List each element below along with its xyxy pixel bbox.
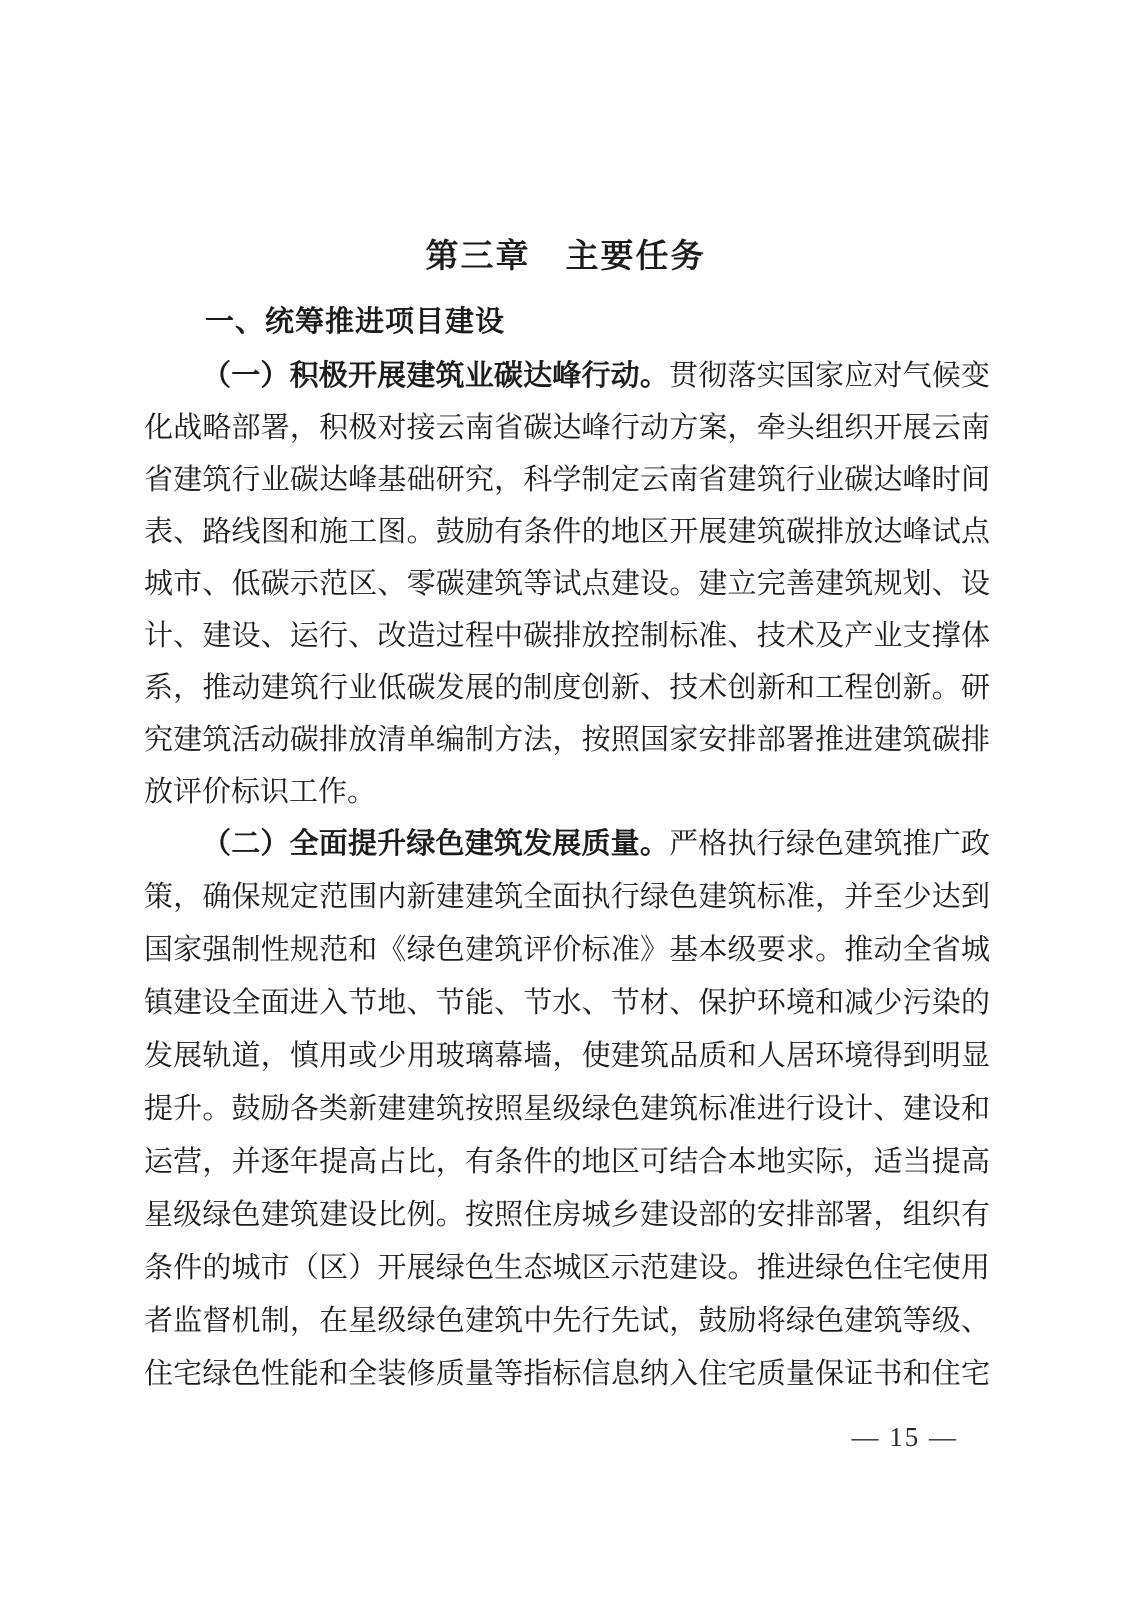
paragraph-2-lead: （二）全面提升绿色建筑发展质量。 <box>202 828 670 860</box>
paragraph-1-lead: （一）积极开展建筑业碳达峰行动。 <box>202 360 670 392</box>
body-line: 星级绿色建筑建设比例。按照住房城乡建设部的安排部署，组织有 <box>144 1199 990 1231</box>
body-line: 发展轨道，慎用或少用玻璃幕墙，使建筑品质和人居环境得到明显 <box>144 1040 990 1072</box>
paragraph-1-first-line-rest: 贯彻落实国家应对气候变 <box>669 360 990 392</box>
chapter-title: 第三章 主要任务 <box>425 239 706 275</box>
body-line: 计、建设、运行、改造过程中碳排放控制标准、技术及产业支撑体 <box>144 620 990 652</box>
paragraph-2 <box>144 818 990 1401</box>
body-line: 国家强制性规范和《绿色建筑评价标准》基本级要求。推动全省城 <box>144 934 990 966</box>
paragraph-2-first-line-rest: 严格执行绿色建筑推广政 <box>669 828 990 860</box>
body-line: 系，推动建筑行业低碳发展的制度创新、技术创新和工程创新。研 <box>144 672 990 704</box>
body-line <box>144 818 990 871</box>
section-heading: 一、统筹推进项目建设 <box>205 306 506 338</box>
body-line: 住宅绿色性能和全装修质量等指标信息纳入住宅质量保证书和住宅 <box>144 1358 990 1390</box>
page-number: — 15 — <box>851 1422 958 1452</box>
body-line: 策，确保规定范围内新建建筑全面执行绿色建筑标准，并至少达到 <box>144 881 990 913</box>
body-line: 究建筑活动碳排放清单编制方法，按照国家安排部署推进建筑碳排 <box>144 724 990 756</box>
body-line: 提升。鼓励各类新建建筑按照星级绿色建筑标准进行设计、建设和 <box>144 1093 990 1125</box>
body-line: 表、路线图和施工图。鼓励有条件的地区开展建筑碳排放达峰试点 <box>144 516 990 548</box>
body-line: 镇建设全面进入节地、节能、节水、节材、保护环境和减少污染的 <box>144 987 990 1019</box>
body-line: 者监督机制，在星级绿色建筑中先行先试，鼓励将绿色建筑等级、 <box>144 1305 990 1337</box>
body-line: 放评价标识工作。 <box>144 776 377 808</box>
body-line: 运营，并逐年提高占比，有条件的地区可结合本地实际，适当提高 <box>144 1146 990 1178</box>
body-line: 化战略部署，积极对接云南省碳达峰行动方案，牵头组织开展云南 <box>144 412 990 444</box>
body-line: 条件的城市（区）开展绿色生态城区示范建设。推进绿色住宅使用 <box>144 1252 990 1284</box>
body-line: 省建筑行业碳达峰基础研究，科学制定云南省建筑行业碳达峰时间 <box>144 464 990 496</box>
body-line: 城市、低碳示范区、零碳建筑等试点建设。建立完善建筑规划、设 <box>144 568 990 600</box>
body-line <box>144 350 990 402</box>
paragraph-1 <box>144 350 990 818</box>
